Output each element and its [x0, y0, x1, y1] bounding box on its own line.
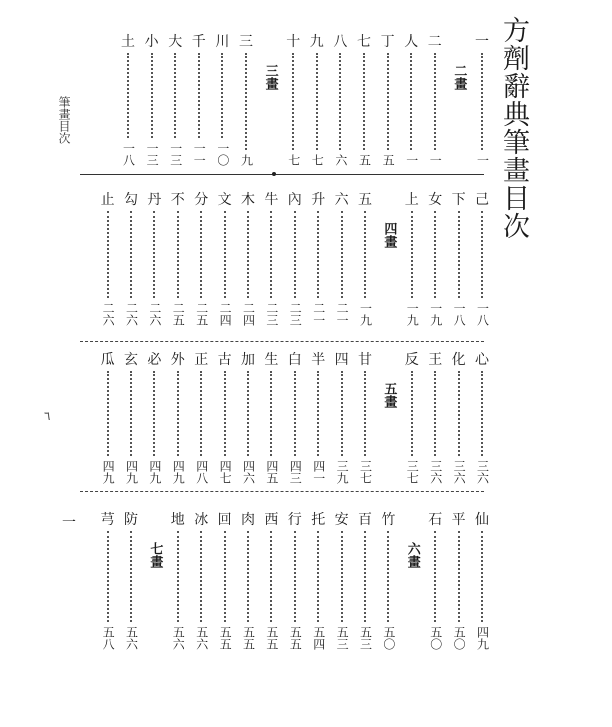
index-entry[interactable]: [144, 192, 164, 326]
entry-character: 回: [217, 512, 232, 528]
index-entry[interactable]: [332, 192, 352, 326]
dot-leader: [107, 211, 109, 298]
index-entry[interactable]: [401, 34, 421, 166]
entry-page-number: 二一: [335, 302, 350, 326]
index-entry[interactable]: [191, 192, 211, 326]
divider-dot: [272, 172, 276, 176]
dot-leader: [153, 211, 155, 298]
entry-page-number: 三七: [358, 460, 373, 484]
index-entry[interactable]: [449, 192, 469, 326]
band-divider: [80, 341, 484, 342]
index-entry[interactable]: [332, 352, 352, 484]
index-entry[interactable]: [285, 512, 305, 650]
dot-leader: [292, 53, 294, 150]
index-entry[interactable]: [165, 34, 185, 166]
index-entry[interactable]: [98, 512, 118, 650]
index-entry[interactable]: [261, 192, 281, 326]
dot-leader: [130, 531, 132, 622]
entry-character: 七: [357, 34, 371, 50]
index-entry[interactable]: [118, 34, 138, 166]
dot-leader: [177, 211, 179, 298]
dot-leader: [130, 371, 132, 456]
dot-leader: [247, 211, 249, 298]
dot-leader: [458, 531, 460, 622]
dot-leader: [481, 211, 483, 298]
dot-leader: [339, 53, 341, 150]
entry-character: 古: [217, 352, 232, 368]
entry-page-number: 二四: [218, 302, 233, 326]
index-entry[interactable]: [261, 512, 281, 650]
index-entry[interactable]: [355, 352, 375, 484]
entry-character: 芎: [100, 512, 115, 528]
entry-character: 行: [287, 512, 302, 528]
stroke-count-header: 四畫: [381, 222, 397, 248]
entry-character: 八: [333, 34, 348, 50]
index-entry[interactable]: [121, 352, 141, 484]
entry-character: 小: [144, 34, 159, 50]
entry-page-number: 四九: [171, 460, 186, 484]
entry-page-number: 一: [428, 154, 443, 166]
index-entry[interactable]: [215, 192, 235, 326]
dot-leader: [363, 53, 365, 150]
index-entry[interactable]: [402, 352, 422, 484]
index-entry[interactable]: [238, 512, 258, 650]
index-entry[interactable]: [307, 34, 327, 166]
entry-character: 九: [309, 34, 324, 50]
entry-page-number: 二三: [288, 302, 303, 326]
margin-mark: ٦: [44, 409, 51, 423]
index-entry[interactable]: [191, 512, 211, 650]
index-entry[interactable]: [238, 192, 258, 326]
entry-character: 木: [241, 192, 255, 208]
entry-character: 大: [168, 34, 183, 50]
entry-character: 牛: [264, 192, 279, 208]
dot-leader: [200, 531, 202, 622]
stroke-count-header: 五畫: [381, 382, 397, 408]
index-entry[interactable]: [425, 512, 445, 650]
entry-character: 四: [334, 352, 349, 368]
entry-character: 平: [451, 512, 466, 528]
entry-character: 反: [404, 352, 419, 368]
entry-character: 止: [100, 192, 115, 208]
entry-character: 文: [217, 192, 232, 208]
dot-leader: [411, 211, 413, 298]
entry-page-number: 四三: [288, 460, 303, 484]
dot-leader: [434, 531, 436, 622]
index-entry[interactable]: [121, 192, 141, 326]
entry-page-number: 五三: [358, 626, 373, 650]
entry-page-number: 七: [286, 154, 301, 166]
index-entry[interactable]: [355, 192, 375, 326]
index-entry[interactable]: [285, 192, 305, 326]
dot-leader: [317, 531, 319, 622]
entry-character: 內: [287, 192, 302, 208]
entry-character: 竹: [381, 512, 396, 528]
dot-leader: [153, 371, 155, 456]
dot-leader: [294, 531, 296, 622]
running-header: 筆畫目次: [57, 96, 71, 144]
index-entry[interactable]: [472, 352, 492, 484]
index-entry[interactable]: [142, 34, 162, 166]
entry-page-number: 四九: [147, 460, 162, 484]
dot-leader: [364, 371, 366, 456]
entry-character: 外: [170, 352, 185, 368]
dot-leader: [200, 211, 202, 298]
entry-character: 不: [170, 192, 185, 208]
entry-character: 化: [451, 352, 466, 368]
entry-page-number: 五六: [171, 626, 186, 650]
stroke-count-header: 二畫: [451, 64, 467, 90]
dot-leader: [434, 371, 436, 456]
entry-character: 百: [358, 512, 372, 528]
entry-character: 丹: [147, 192, 162, 208]
entry-page-number: 六: [333, 154, 348, 166]
entry-character: 土: [121, 34, 135, 50]
entry-character: 加: [241, 352, 255, 368]
entry-character: 必: [147, 352, 162, 368]
index-entry[interactable]: [472, 192, 492, 326]
entry-page-number: 五三: [335, 626, 350, 650]
entry-page-number: 一九: [428, 302, 443, 326]
entry-character: 三: [239, 34, 253, 50]
entry-character: 上: [404, 192, 419, 208]
book-title: 方劑辭典筆畫目次: [498, 16, 529, 240]
index-entry[interactable]: [332, 512, 352, 650]
entry-character: 川: [215, 34, 230, 50]
entry-page-number: 四五: [264, 460, 279, 484]
entry-character: 正: [194, 352, 209, 368]
index-entry[interactable]: [425, 352, 445, 484]
dot-leader: [200, 371, 202, 456]
index-entry[interactable]: [98, 192, 118, 326]
entry-character: 女: [428, 192, 443, 208]
entry-page-number: 二六: [147, 302, 162, 326]
stroke-count-header: 六畫: [404, 542, 420, 568]
index-entry[interactable]: [354, 34, 374, 166]
entry-character: 玄: [124, 352, 138, 368]
entry-page-number: 一九: [405, 302, 420, 326]
entry-page-number: 一九: [358, 302, 373, 326]
index-entry[interactable]: [308, 352, 328, 484]
entry-page-number: 一: [475, 154, 490, 166]
dot-leader: [224, 371, 226, 456]
entry-page-number: 二五: [194, 302, 209, 326]
dot-leader: [341, 371, 343, 456]
index-entry[interactable]: [168, 512, 188, 650]
band-divider: [80, 174, 484, 175]
entry-page-number: 一: [404, 154, 419, 166]
entry-character: 人: [404, 34, 419, 50]
index-entry[interactable]: [425, 34, 445, 166]
entry-page-number: 二六: [124, 302, 139, 326]
entry-character: 肉: [241, 512, 255, 528]
index-entry[interactable]: [238, 352, 258, 484]
entry-page-number: 四九: [101, 460, 116, 484]
index-entry[interactable]: [449, 352, 469, 484]
dot-leader: [294, 371, 296, 456]
entry-character: 丁: [380, 34, 395, 50]
dot-leader: [107, 371, 109, 456]
index-entry[interactable]: [425, 192, 445, 326]
index-entry[interactable]: [236, 34, 256, 166]
index-entry[interactable]: [285, 352, 305, 484]
entry-page-number: 四七: [218, 460, 233, 484]
dot-leader: [130, 211, 132, 298]
entry-character: 瓜: [100, 352, 115, 368]
index-entry[interactable]: [191, 352, 211, 484]
entry-character: 分: [194, 192, 209, 208]
entry-page-number: 五〇: [452, 626, 467, 650]
dot-leader: [316, 53, 318, 150]
entry-character: 地: [170, 512, 185, 528]
dot-leader: [411, 371, 413, 456]
dot-leader: [151, 53, 153, 138]
entry-page-number: 二一: [311, 302, 326, 326]
index-entry[interactable]: [472, 34, 492, 166]
entry-page-number: 四九: [475, 626, 490, 650]
entry-character: 下: [451, 192, 466, 208]
entry-page-number: 一八: [452, 302, 467, 326]
dot-leader: [341, 531, 343, 622]
dot-leader: [177, 371, 179, 456]
entry-character: 十: [286, 34, 301, 50]
entry-page-number: 五五: [218, 626, 233, 650]
entry-page-number: 五〇: [381, 626, 396, 650]
dot-leader: [317, 371, 319, 456]
page-number: 一: [62, 515, 76, 531]
dot-leader: [270, 531, 272, 622]
dot-leader: [387, 53, 389, 150]
entry-page-number: 三六: [452, 460, 467, 484]
dot-leader: [481, 371, 483, 456]
index-entry[interactable]: [215, 352, 235, 484]
entry-character: 二: [427, 34, 442, 50]
dot-leader: [481, 53, 483, 150]
dot-leader: [364, 531, 366, 622]
dot-leader: [127, 53, 129, 138]
dot-leader: [410, 53, 412, 150]
entry-character: 己: [475, 192, 489, 208]
entry-page-number: 五八: [101, 626, 116, 650]
entry-character: 仙: [475, 512, 489, 528]
entry-character: 甘: [358, 352, 372, 368]
index-entry[interactable]: [308, 192, 328, 326]
entry-character: 防: [124, 512, 138, 528]
entry-page-number: 一一: [192, 142, 207, 166]
entry-character: 半: [311, 352, 326, 368]
entry-character: 升: [311, 192, 326, 208]
stroke-count-header: 三畫: [262, 64, 278, 90]
entry-character: 托: [311, 512, 326, 528]
index-entry[interactable]: [261, 352, 281, 484]
entry-page-number: 三七: [405, 460, 420, 484]
entry-page-number: 五五: [241, 626, 256, 650]
entry-page-number: 一八: [121, 142, 136, 166]
dot-leader: [247, 371, 249, 456]
index-entry[interactable]: [212, 34, 232, 166]
index-entry[interactable]: [98, 352, 118, 484]
dot-leader: [317, 211, 319, 298]
index-entry[interactable]: [308, 512, 328, 650]
entry-page-number: 九: [239, 154, 254, 166]
dot-leader: [107, 531, 109, 622]
dot-leader: [458, 371, 460, 456]
entry-page-number: 一〇: [215, 142, 230, 166]
index-entry[interactable]: [168, 192, 188, 326]
entry-page-number: 三九: [335, 460, 350, 484]
entry-character: 石: [428, 512, 443, 528]
dot-leader: [270, 211, 272, 298]
index-entry[interactable]: [449, 512, 469, 650]
entry-page-number: 二五: [171, 302, 186, 326]
entry-page-number: 四六: [241, 460, 256, 484]
dot-leader: [177, 531, 179, 622]
dot-leader: [481, 531, 483, 622]
entry-page-number: 五: [381, 154, 396, 166]
entry-page-number: 一八: [475, 302, 490, 326]
index-entry[interactable]: [144, 352, 164, 484]
stroke-count-header: 七畫: [147, 542, 163, 568]
entry-page-number: 二三: [264, 302, 279, 326]
band-divider: [80, 491, 484, 492]
entry-character: 一: [475, 34, 489, 50]
index-entry[interactable]: [472, 512, 492, 650]
dot-leader: [247, 531, 249, 622]
dot-leader: [221, 53, 223, 138]
index-entry[interactable]: [330, 34, 350, 166]
entry-page-number: 四八: [194, 460, 209, 484]
dot-leader: [294, 211, 296, 298]
entry-page-number: 二四: [241, 302, 256, 326]
index-entry[interactable]: [355, 512, 375, 650]
entry-character: 王: [428, 352, 443, 368]
entry-page-number: 一三: [145, 142, 160, 166]
index-entry[interactable]: [215, 512, 235, 650]
entry-page-number: 五五: [288, 626, 303, 650]
entry-page-number: 五: [357, 154, 372, 166]
dot-leader: [224, 531, 226, 622]
entry-page-number: 五五: [264, 626, 279, 650]
entry-page-number: 二六: [101, 302, 116, 326]
index-entry[interactable]: [121, 512, 141, 650]
dot-leader: [198, 53, 200, 138]
dot-leader: [245, 53, 247, 150]
entry-page-number: 五〇: [428, 626, 443, 650]
index-entry[interactable]: [168, 352, 188, 484]
entry-page-number: 三六: [475, 460, 490, 484]
dot-leader: [434, 53, 436, 150]
dot-leader: [387, 531, 389, 622]
entry-page-number: 五四: [311, 626, 326, 650]
entry-character: 勾: [124, 192, 138, 208]
entry-character: 六: [334, 192, 349, 208]
dot-leader: [270, 371, 272, 456]
entry-page-number: 七: [310, 154, 325, 166]
index-entry[interactable]: [283, 34, 303, 166]
entry-page-number: 五六: [124, 626, 139, 650]
entry-page-number: 四九: [124, 460, 139, 484]
entry-character: 心: [475, 352, 489, 368]
entry-character: 西: [264, 512, 279, 528]
entry-character: 白: [287, 352, 302, 368]
entry-character: 冰: [194, 512, 209, 528]
entry-character: 生: [264, 352, 279, 368]
entry-character: 五: [358, 192, 372, 208]
index-entry[interactable]: [378, 512, 398, 650]
dot-leader: [364, 211, 366, 298]
entry-page-number: 四一: [311, 460, 326, 484]
entry-page-number: 三六: [428, 460, 443, 484]
dot-leader: [434, 211, 436, 298]
entry-character: 安: [334, 512, 349, 528]
entry-page-number: 一三: [168, 142, 183, 166]
dot-leader: [458, 211, 460, 298]
entry-character: 千: [191, 34, 206, 50]
index-entry[interactable]: [402, 192, 422, 326]
index-entry[interactable]: [378, 34, 398, 166]
dot-leader: [224, 211, 226, 298]
entry-page-number: 五六: [194, 626, 209, 650]
index-entry[interactable]: [189, 34, 209, 166]
dot-leader: [341, 211, 343, 298]
dot-leader: [174, 53, 176, 138]
